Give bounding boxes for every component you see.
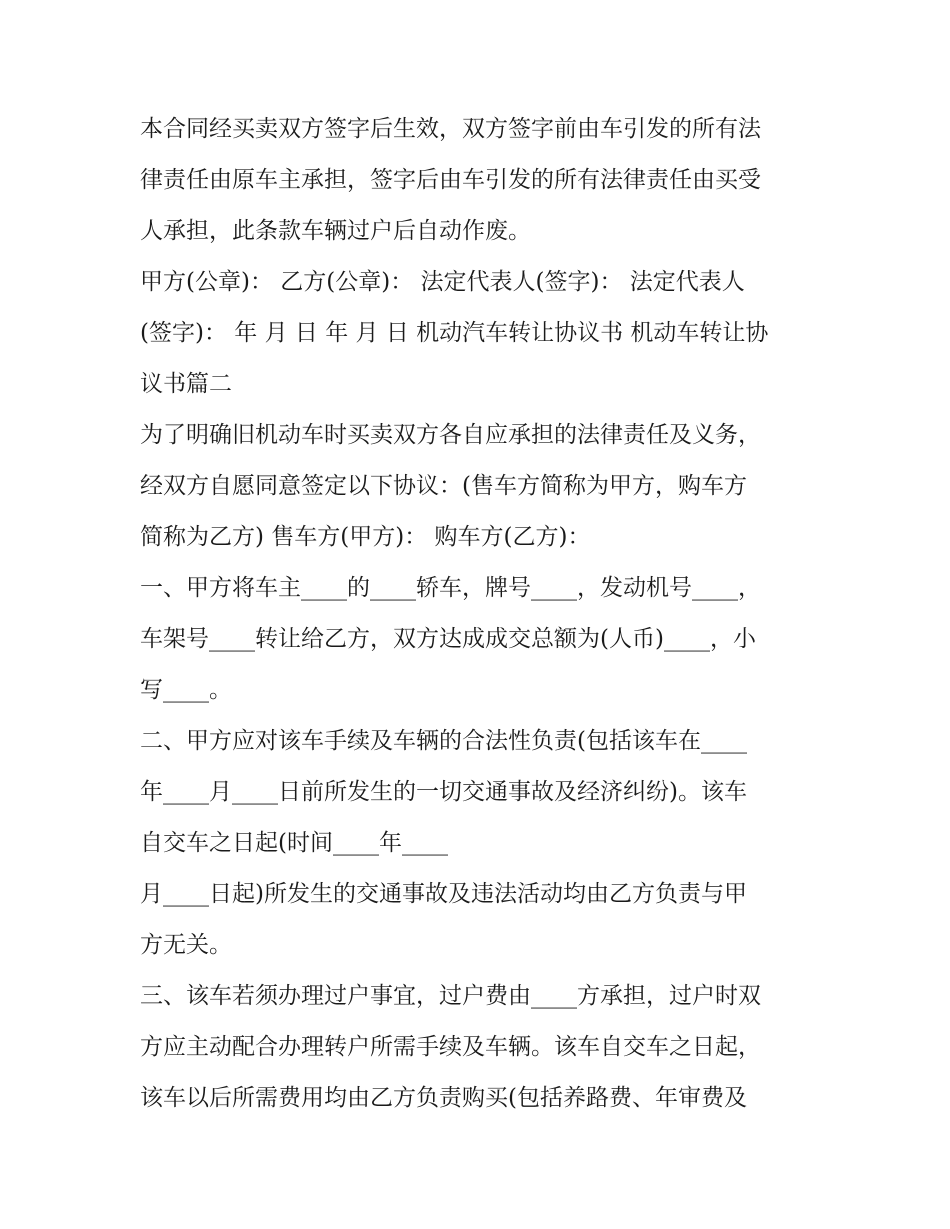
clause-line: 自交车之日起(时间____年____ [140, 830, 448, 856]
clause-line: 方无关。 [140, 932, 232, 958]
text-line: 律责任由原车主承担，签字后由车引发的所有法律责任由买受 [140, 167, 761, 193]
signature-line: (签字)： 年 月 日 年 月 日 机动汽车转让协议书 机动车转让协 [140, 320, 769, 346]
clause-line: 月____日起)所发生的交通事故及违法活动均由乙方负责与甲 [140, 881, 747, 907]
signature-line: 甲方(公章)： 乙方(公章)： 法定代表人(签字)： 法定代表人 [140, 269, 745, 295]
clause-line: 年____月____日前所发生的一切交通事故及经济纠纷)。该车 [140, 779, 747, 805]
clause-line: 该车以后所需费用均由乙方负责购买(包括养路费、年审费及 [140, 1085, 747, 1111]
contract-text [140, 104, 820, 1124]
clause-line: 车架号____转让给乙方，双方达成成交总额为(人币)____，小 [140, 626, 756, 652]
clause-line: 写____。 [140, 677, 232, 703]
text-line: 经双方自愿同意签定以下协议：(售车方简称为甲方，购车方 [140, 473, 747, 499]
clause-line: 方应主动配合办理转户所需手续及车辆。该车自交车之日起， [140, 1034, 761, 1060]
clause-line: 二、甲方应对该车手续及车辆的合法性负责(包括该车在____ [140, 728, 747, 754]
text-line: 本合同经买卖双方签字后生效，双方签字前由车引发的所有法 [140, 116, 761, 142]
text-line: 简称为乙方) 售车方(甲方)： 购车方(乙方)： [140, 524, 591, 550]
section-heading: 议书篇二 [140, 371, 232, 397]
text-line: 人承担，此条款车辆过户后自动作废。 [140, 218, 531, 244]
clause-line: 一、甲方将车主____的____轿车，牌号____，发动机号____， [140, 575, 761, 601]
clause-line: 三、该车若须办理过户事宜，过户费由____方承担，过户时双 [140, 983, 761, 1009]
text-line: 为了明确旧机动车时买卖双方各自应承担的法律责任及义务， [140, 422, 761, 448]
